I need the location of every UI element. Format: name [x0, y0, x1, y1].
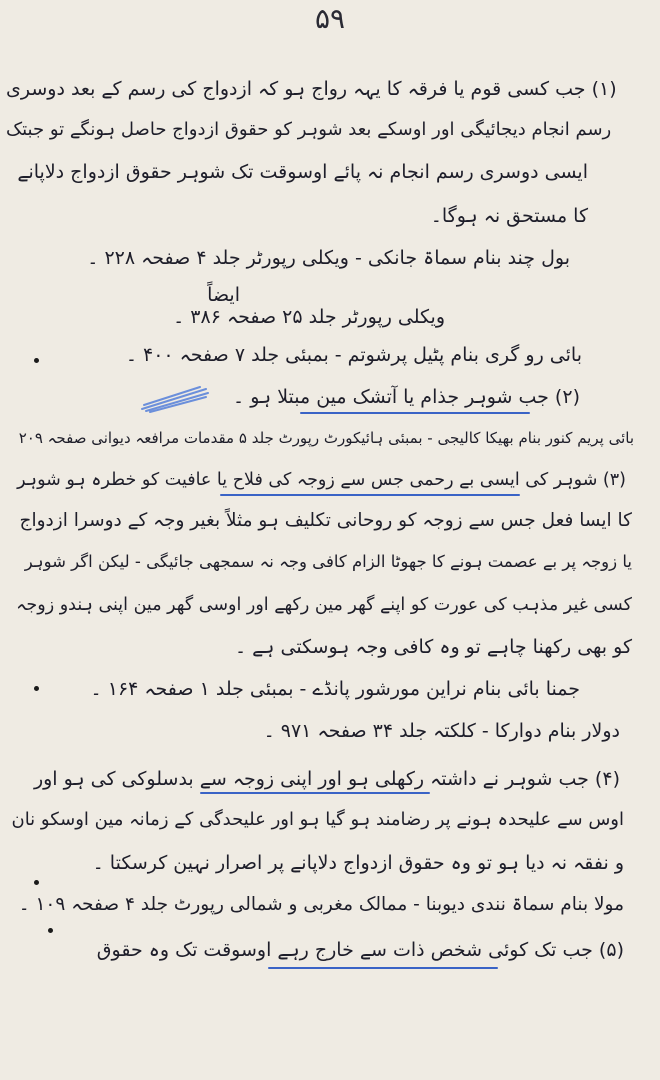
citation-3: بائی رو گری بنام پٹیل پرشوتم - بمبئی جلد ۷ صفحہ ۴۰۰ ۔ — [125, 344, 582, 366]
margin-dot — [34, 686, 39, 691]
margin-dot — [34, 358, 39, 363]
margin-dot — [48, 928, 53, 933]
text-line-7: یا زوجہ پر بے عصمت ہونے کا جھوٹا الزام کافی وجہ نہ سمجھی جائیگی - لیکن اگر شوہر — [24, 552, 632, 571]
pen-underline — [200, 792, 430, 794]
text-line-3: ایسی دوسری رسم انجام نہ پائے اوسوقت تک شوہر حقوق ازدواج دلاپانے — [17, 161, 588, 183]
citation-7: مولا بنام سماۃ نندی دیوبنا - ممالک مغربی و شمالی رپورٹ جلد ۴ صفحہ ۱۰۹ ۔ — [18, 894, 624, 915]
citation-ibid: ایضاً — [207, 284, 240, 306]
margin-dot — [34, 880, 39, 885]
text-line-4: کا مستحق نہ ہوگا۔ — [430, 205, 588, 227]
citation-2: ویکلی رپورٹر جلد ۲۵ صفحہ ۳۸۶ ۔ — [173, 306, 445, 328]
citation-4: بائی پریم کنور بنام بھیکا کالیجی - بمبئی ہائیکورٹ رپورٹ جلد ۵ مقدمات مرافعہ دیوانی صفحہ ۲۰۹ — [18, 429, 634, 447]
citation-5: جمنا بائی بنام نراین مورشور پانڈے - بمبئی جلد ۱ صفحہ ۱۶۴ ۔ — [90, 678, 580, 700]
citation-1: بول چند بنام سماۃ جانکی - ویکلی رپورٹر جلد ۴ صفحہ ۲۲۸ ۔ — [87, 247, 570, 269]
text-line-2: رسم انجام دیجائیگی اور اوسکے بعد شوہر کو حقوق ازدواج حاصل ہونگے تو جبتک — [6, 119, 612, 140]
text-line-11: اوس سے علیحدہ ہونے پر رضامند ہو گیا ہو اور علیحدگی کے زمانہ مین اوسکو نان — [11, 809, 624, 830]
page-number: ۵۹ — [314, 2, 346, 35]
text-line-13: (۵) جب تک کوئی شخص ذات سے خارج رہے اوسوقت تک وہ حقوق — [96, 939, 624, 961]
text-line-1: (۱) جب کسی قوم یا فرقہ کا یہہ رواج ہو کہ ازدواج کی رسم کے بعد دوسری — [6, 78, 617, 100]
text-line-6: کا ایسا فعل جس سے زوجہ کو روحانی تکلیف ہو مثلاً بغیر وجہ کے دوسرا ازدواج — [19, 510, 632, 531]
citation-6: دولار بنام دوارکا - کلکتہ جلد ۳۴ صفحہ ۹۷۱ ۔ — [263, 720, 620, 742]
pen-underline — [268, 967, 498, 969]
pen-underline — [300, 412, 530, 414]
section-2-heading: (۲) جب شوہر جذام یا آتشک مین مبتلا ہو ۔ — [233, 386, 580, 408]
pen-underline — [220, 494, 520, 496]
text-line-8: کسی غیر مذہب کی عورت کو اپنے گھر مین رکھے اور اوسی گھر مین اپنی ہندو زوجہ — [16, 595, 632, 615]
pen-scribble — [140, 385, 210, 413]
text-line-5: (۳) شوہر کی ایسی بے رحمی جس سے زوجہ کی فلاح یا عافیت کو خطرہ ہو شوہر — [17, 470, 626, 490]
text-line-9: کو بھی رکھنا چاہے تو وہ کافی وجہ ہوسکتی ہے ۔ — [235, 636, 632, 658]
text-line-12: و نفقہ نہ دیا ہو تو وہ حقوق ازدواج دلاپانے پر اصرار نہین کرسکتا ۔ — [92, 852, 624, 874]
text-line-10: (۴) جب شوہر نے داشتہ رکھلی ہو اور اپنی زوجہ سے بدسلوکی کی ہو اور — [33, 768, 620, 790]
